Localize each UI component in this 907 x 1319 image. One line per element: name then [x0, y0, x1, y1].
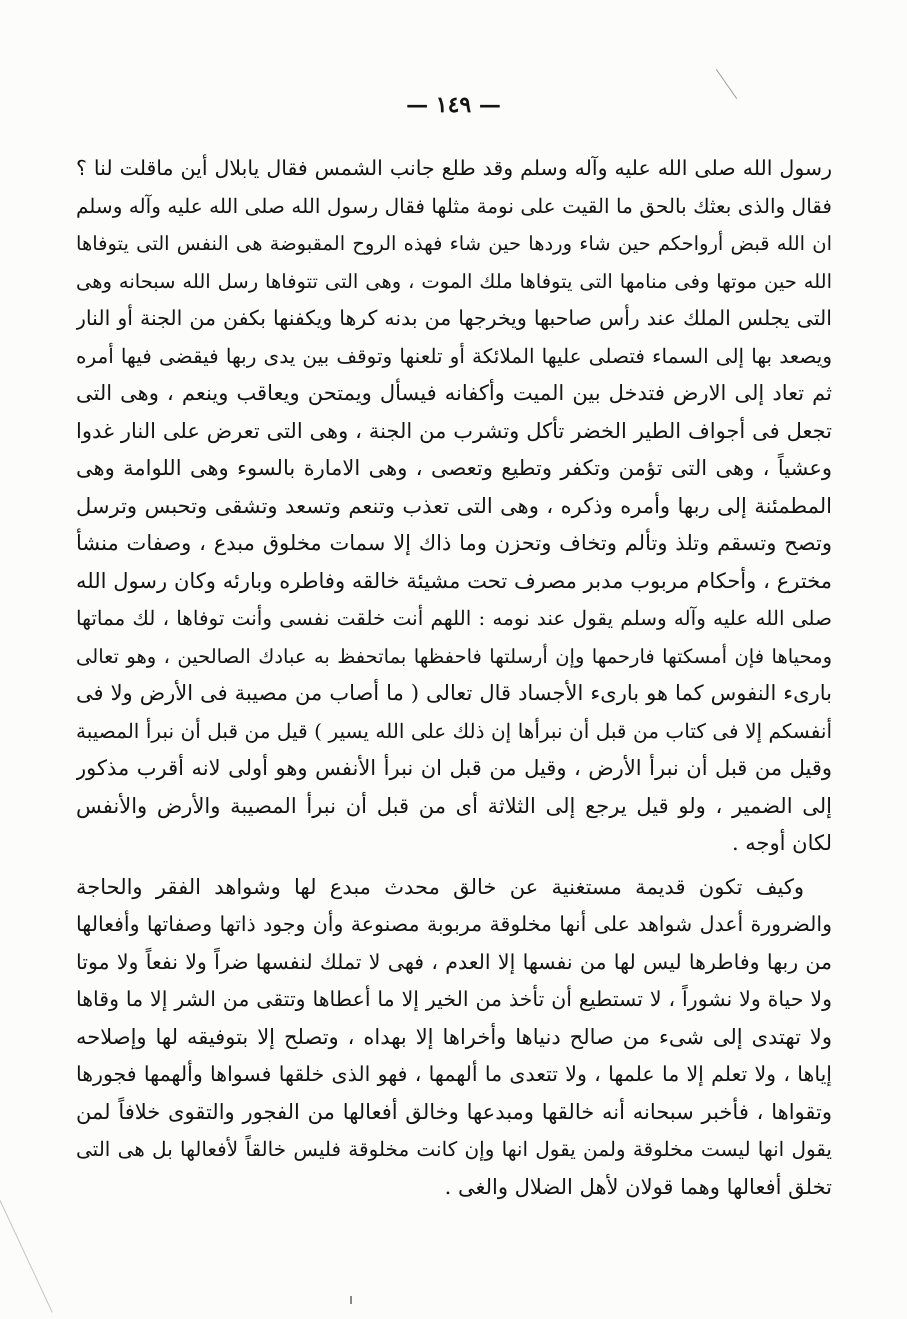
text-line: ولا تهتدى إلى شىء من صالح دنياها وأخراها إلا بهداه ، وتصلح إلا بتوفيقه لها وإصلاحه — [76, 1024, 832, 1049]
text-line: ومحياها فإن أمسكتها فارحمها وإن أرسلتها فاحفظها بماتحفظ به عبادك الصالحين ، وهو تعالى — [76, 644, 832, 668]
text-line: ثم تعاد إلى الارض فتدخل بين الميت وأكفانه فيسأل ويمتحن ويعاقب وينعم ، وهى التى — [76, 381, 832, 405]
text-line: إلى الضمير ، ولو قيل يرجع إلى الثلاثة أى من قبل أن نبرأ المصيبة والأرض والأنفس — [76, 793, 832, 818]
text-line: التى يجلس الملك عند رأس صاحبها ويخرجها من بدنه كرها ويكفنها بكفن من الجنة أو النار — [76, 306, 832, 330]
text-line: ولا حياة ولا نشوراً ، لا تستطيع أن تأخذ من الخير إلا ما أعطاها وتتقى من الشر إلا ما وقاها — [76, 987, 832, 1011]
text-line: فقال والذى بعثك بالحق ما القيت على نومة مثلها فقال رسول الله صلى الله عليه وآله وسلم — [76, 193, 832, 218]
text-line-last: تخلق أفعالها وهما قولان لأهل الضلال والغى . — [444, 1174, 832, 1199]
text-line: الله حين موتها وفى منامها التى يتوفاها ملك الموت ، وهى التى تتوفاها رسل الله سبحانه وهى — [76, 269, 832, 293]
text-line: ان الله قبض أرواحكم حين شاء وردها حين شاء فهذه الروح المقبوضة هى النفس التى يتوفاها — [76, 232, 832, 255]
text-line-last: لكان أوجه . — [731, 831, 832, 855]
text-line: يقول انها ليست مخلوقة ولمن يقول انها وإن كانت مخلوقة فليس خالقاً لأفعالها بل هى التى — [76, 1137, 832, 1161]
text-line: وتقواها ، فأخبر سبحانه أنه خالقها ومبدعها وخالق أفعالها من الفجور والتقوى خلافاً لمن — [76, 1099, 832, 1124]
scan-artifact-mark — [350, 1296, 352, 1304]
body-text — [76, 150, 832, 1206]
text-line: والضرورة أعدل شواهد على أنها مخلوقة مربوبة مصنوعة وأن وجود ذاتها وصفاتها وأفعالها — [76, 912, 832, 936]
scan-artifact-mark — [0, 1167, 53, 1312]
text-line: رسول الله صلى الله عليه وآله وسلم وقد طلع جانب الشمس فقال يابلال أين ماقلت لنا ؟ — [76, 156, 832, 180]
text-line-indented: وكيف تكون قديمة مستغنية عن خالق محدث مبدع لها وشواهد الفقر والحاجة — [76, 874, 804, 899]
text-line: المطمئنة إلى ربها وأمره وذكره ، وهى التى تعذب وتنعم وتسعد وتشقى وتحبس وترسل — [76, 493, 832, 518]
text-line: تجعل فى أجواف الطير الخضر تأكل وتشرب من الجنة ، وهى التى تعرض على النار غدوا — [76, 418, 832, 443]
text-line: مخترع ، وأحكام مربوب مدبر مصرف تحت مشيئة خالقه وفاطره وبارئه وكان رسول الله — [76, 568, 832, 593]
text-line: أنفسكم إلا فى كتاب من قبل أن نبرأها إن ذلك على الله يسير ) قيل من قبل أن نبرأ المصيبة — [76, 718, 832, 743]
text-line: ويصعد بها إلى السماء فتصلى عليها الملائكة أو تلعنها وتوقف بين يدى ربها فيقضى فيها أمره — [76, 343, 832, 368]
text-line: من ربها وفاطرها ليس لها من نفسها إلا العدم ، فهى لا تملك لنفسها ضراً ولا نفعاً ولا موتا — [76, 949, 832, 974]
text-line: صلى الله عليه وآله وسلم يقول عند نومه : اللهم أنت خلقت نفسى وأنت توفاها ، لك مماتها — [76, 606, 832, 630]
text-line: وتصح وتسقم وتلذ وتألم وتخاف وتحزن وما ذاك إلا سمات مخلوق مبدع ، وصفات منشأ — [76, 531, 832, 555]
page-number: — ١٤٩ — — [406, 92, 501, 118]
paragraph-2 — [76, 869, 832, 1207]
paragraph-1 — [76, 150, 832, 863]
text-line: إياها ، ولا تعلم إلا ما علمها ، ولا تتعدى ما ألهمها ، فهو الذى خلقها فسواها وألهمها فجورها — [76, 1062, 832, 1086]
text-line: وقيل من قبل أن نبرأ الأرض ، وقيل من قبل ان نبرأ الأنفس وهو أولى لانه أقرب مذكور — [76, 756, 832, 780]
text-line: وعشياً ، وهى التى تؤمن وتكفر وتطيع وتعصى ، وهى الامارة بالسوء وهى اللوامة وهى — [76, 456, 832, 480]
text-line: بارىء النفوس كما هو بارىء الأجساد قال تعالى ( ما أصاب من مصيبة فى الأرض ولا فى — [76, 681, 832, 705]
